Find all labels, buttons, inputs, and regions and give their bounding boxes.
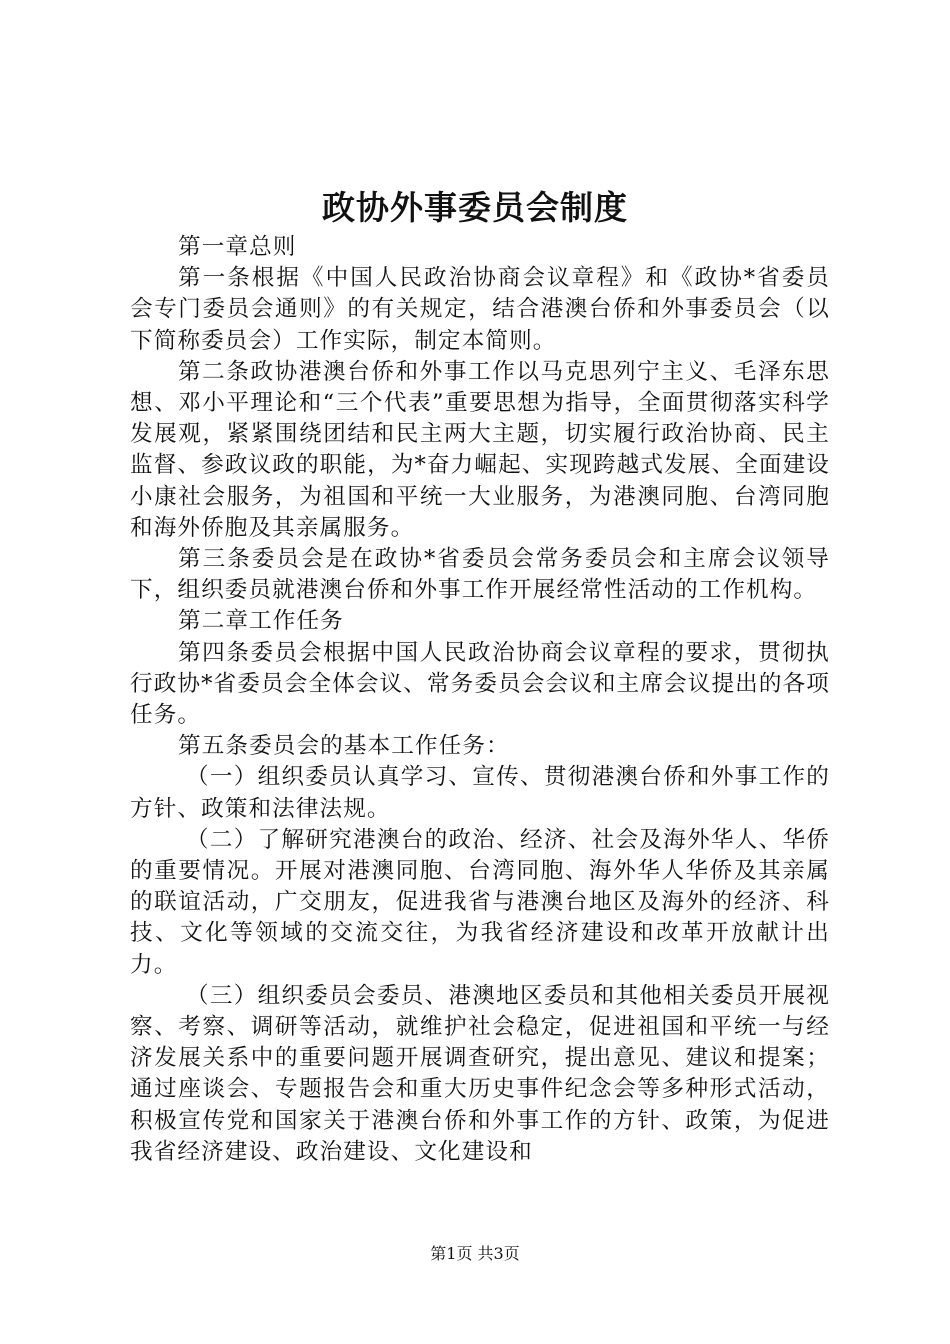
list-item-paragraph: （三）组织委员会委员、港澳地区委员和其他相关委员开展视察、考察、调研等活动，就维护社会稳定，促进祖国和平统一与经济发展关系中的重要问题开展调查研究，提出意见、建议和提案；通过座谈会、专题报告会和重大历史事件纪念会等多种形式活动，积极宣传党和国家关于港澳台侨和外事工作的方针、政策，为促进我省经济建设、政治建设、文化建设和	[130, 982, 830, 1165]
list-item-paragraph: （二）了解研究港澳台的政治、经济、社会及海外华人、华侨的重要情况。开展对港澳同胞、台湾同胞、海外华人华侨及其亲属的联谊活动，广交朋友，促进我省与港澳台地区及海外的经济、科技、文化等领域的交流交往，为我省经济建设和改革开放献计出力。	[130, 826, 830, 978]
document-title: 政协外事委员会制度	[322, 188, 628, 227]
article-paragraph: 第二条政协港澳台侨和外事工作以马克思列宁主义、毛泽东思想、邓小平理论和“三个代表”重要思想为指导，全面贯彻落实科学发展观，紧紧围绕团结和民主两大主题，切实履行政治协商、民主监督、参政议政的职能，为*奋力崛起、实现跨越式发展、全面建设小康社会服务，为祖国和平统一大业服务，为港澳同胞、台湾同胞和海外侨胞及其亲属服务。	[130, 358, 830, 541]
document-body	[130, 232, 830, 1168]
article-paragraph: 第一条根据《中国人民政治协商会议章程》和《政协*省委员会专门委员会通则》的有关规定，结合港澳台侨和外事委员会（以下简称委员会）工作实际，制定本简则。	[130, 265, 830, 354]
list-item-paragraph: （一）组织委员认真学习、宣传、贯彻港澳台侨和外事工作的方针、政策和法律法规。	[130, 764, 830, 822]
article-paragraph: 第三条委员会是在政协*省委员会常务委员会和主席会议领导下，组织委员就港澳台侨和外事工作开展经常性活动的工作机构。	[130, 546, 830, 604]
page-footer: 第1页 共3页	[430, 1244, 520, 1263]
chapter-heading: 第一章总则	[178, 234, 297, 260]
article-paragraph: 第五条委员会的基本工作任务：	[178, 733, 510, 760]
article-paragraph: 第四条委员会根据中国人民政治协商会议章程的要求，贯彻执行政协*省委员会全体会议、常务委员会会议和主席会议提出的各项任务。	[130, 639, 830, 729]
chapter-heading: 第二章工作任务	[178, 608, 344, 635]
